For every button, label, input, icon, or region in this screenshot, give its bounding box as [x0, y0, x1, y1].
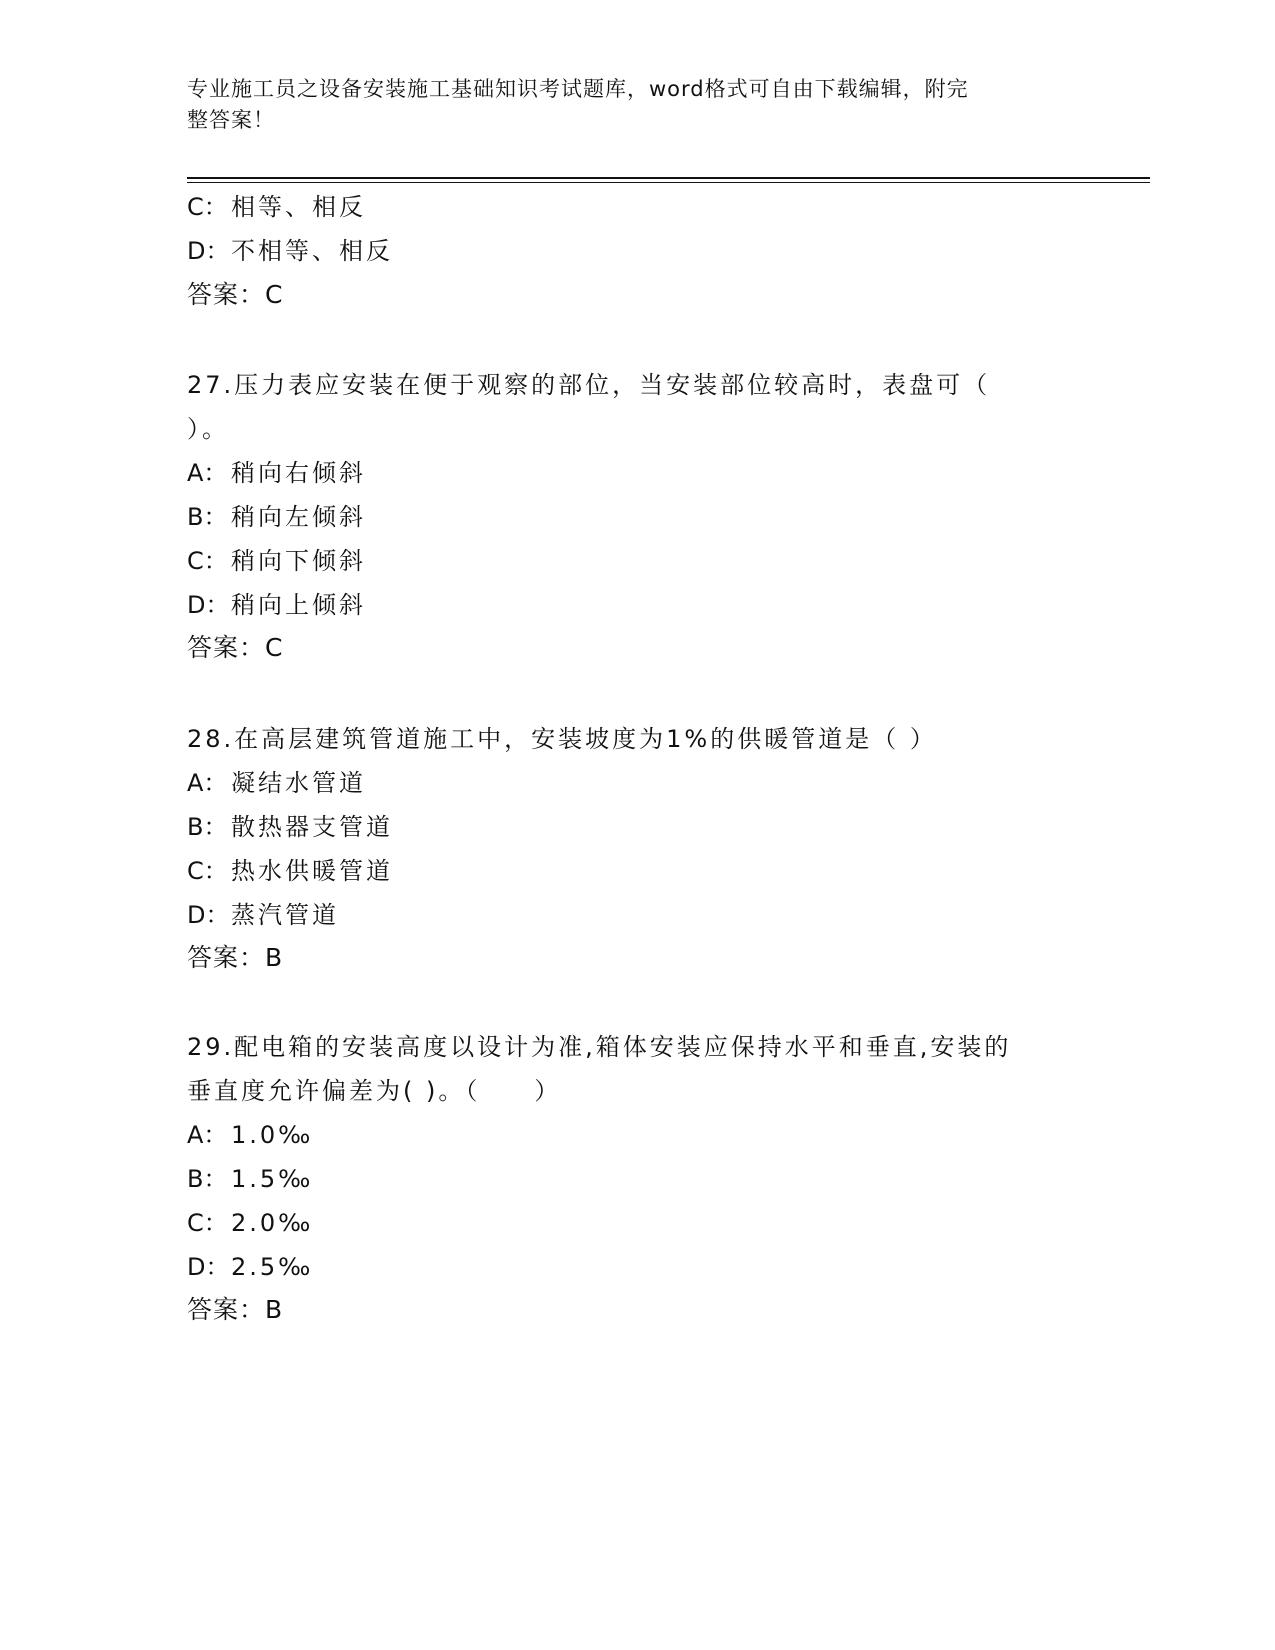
question-27-option-a: A： 稍向右倾斜	[187, 459, 366, 487]
question-29-answer: 答案：B	[187, 1295, 284, 1324]
question-28-text-line-1: 28.在高层建筑管道施工中，安装坡度为1%的供暖管道是（ ）	[187, 725, 937, 753]
question-27-option-d: D：稍向上倾斜	[187, 591, 366, 619]
question-29-option-b: B： 1.5‰	[187, 1165, 314, 1193]
question-28-option-d: D：蒸汽管道	[187, 901, 339, 929]
question-28-answer: 答案：B	[187, 943, 284, 972]
question-27-option-b: B： 稍向左倾斜	[187, 503, 366, 531]
question-29-text-line-1: 29.配电箱的安装高度以设计为准,箱体安装应保持水平和垂直,安装的	[187, 1033, 1012, 1061]
page-header	[187, 74, 1077, 136]
header-divider-thin	[187, 182, 1150, 183]
header-divider-thick	[187, 177, 1150, 179]
question-28-option-b: B： 散热器支管道	[187, 813, 393, 841]
header-title-line-1: 专业施工员之设备安装施工基础知识考试题库，word格式可自由下载编辑，附完	[187, 77, 969, 101]
header-title-line-2: 整答案！	[187, 108, 275, 132]
question-27-text-line-2: ）。	[187, 415, 229, 443]
question-29-text-line-2: 垂直度允许偏差为( )。（ ）	[187, 1077, 562, 1105]
question-27-option-c: C： 稍向下倾斜	[187, 547, 366, 575]
question-28-option-a: A： 凝结水管道	[187, 769, 366, 797]
question-29-option-a: A： 1.0‰	[187, 1121, 314, 1149]
question-27-text-line-1: 27.压力表应安装在便于观察的部位，当安装部位较高时，表盘可（	[187, 371, 991, 399]
question-29-option-c: C： 2.0‰	[187, 1209, 314, 1237]
question-29-option-d: D：2.5‰	[187, 1253, 314, 1281]
option-d: D：不相等、相反	[187, 237, 393, 265]
question-27-answer: 答案：C	[187, 633, 284, 662]
question-28-option-c: C： 热水供暖管道	[187, 857, 393, 885]
answer: 答案：C	[187, 280, 284, 309]
option-c: C： 相等、相反	[187, 193, 366, 221]
